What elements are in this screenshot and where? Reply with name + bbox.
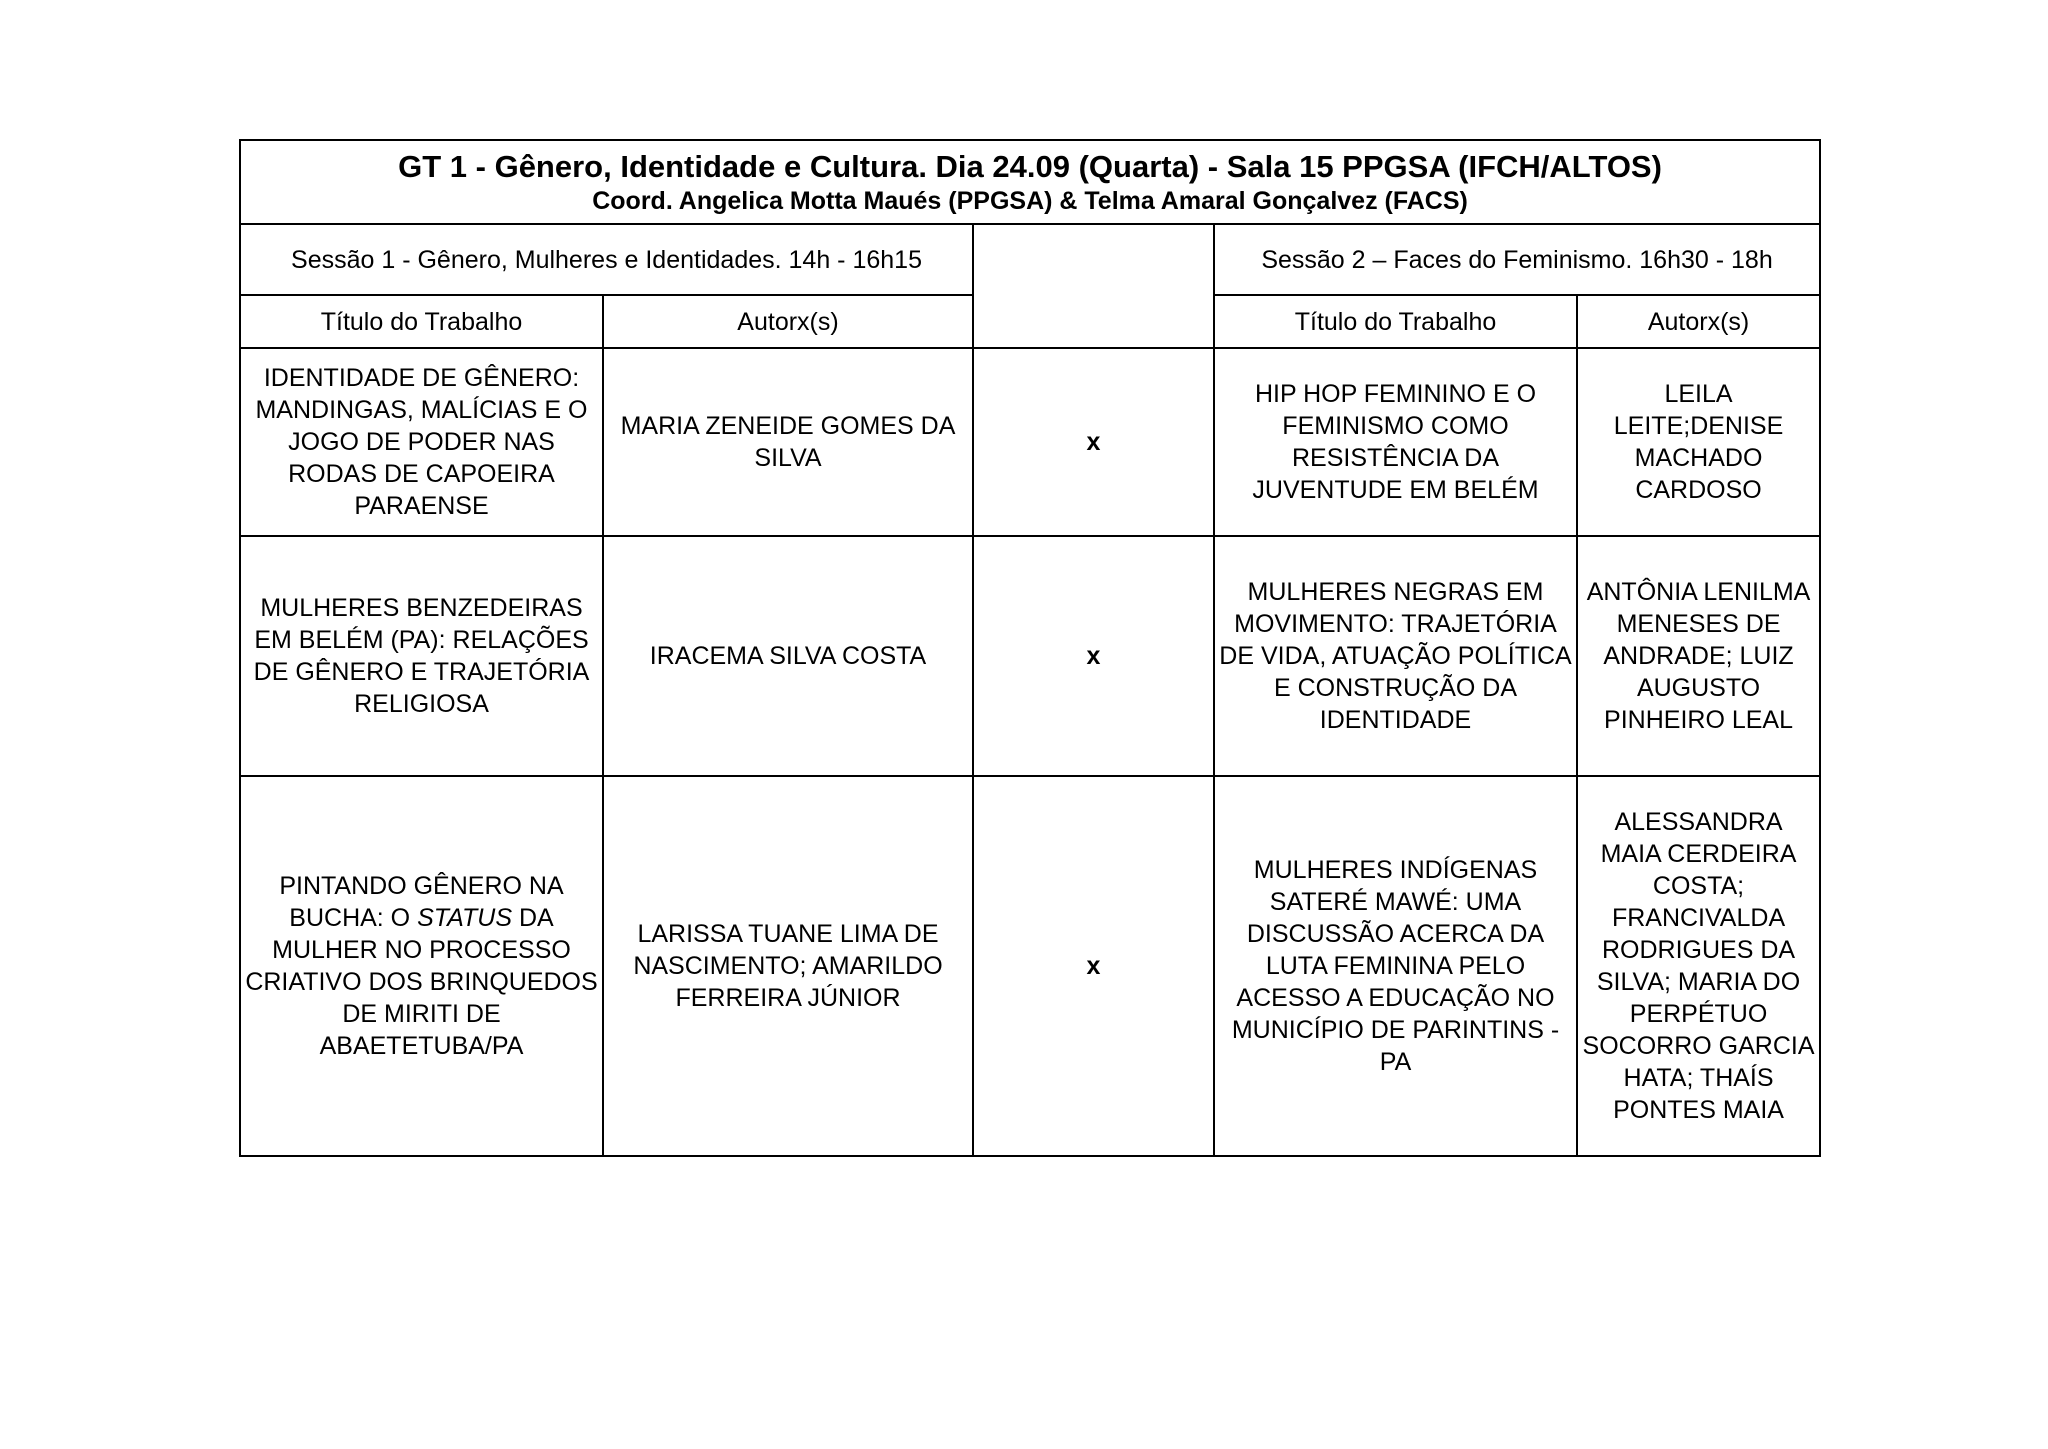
session1-paper-title (240, 776, 603, 1156)
session2-paper-authors: LEILA LEITE;DENISE MACHADO CARDOSO (1577, 348, 1820, 536)
spacer-cell (973, 224, 1214, 348)
session2-paper-title: MULHERES INDÍGENAS SATERÉ MAWÉ: UMA DISCUSSÃO ACERCA DA LUTA FEMININA PELO ACESSO A EDUCAÇÃO NO MUNICÍPIO DE PARINTINS - PA (1214, 776, 1577, 1156)
table-row (240, 536, 1820, 776)
session2-paper-authors: ANTÔNIA LENILMA MENESES DE ANDRADE; LUIZ AUGUSTO PINHEIRO LEAL (1577, 536, 1820, 776)
session1-paper-authors: MARIA ZENEIDE GOMES DA SILVA (603, 348, 973, 536)
session2-paper-title: MULHERES NEGRAS EM MOVIMENTO: TRAJETÓRIA DE VIDA, ATUAÇÃO POLÍTICA E CONSTRUÇÃO DA IDENTIDADE (1214, 536, 1577, 776)
mark-cell: x (973, 536, 1214, 776)
session-row (240, 224, 1820, 295)
session1-authors-header: Autorx(s) (603, 295, 973, 348)
title-part-after: DA MULHER NO PROCESSO CRIATIVO DOS BRINQUEDOS DE MIRITI DE ABAETETUBA/PA (245, 904, 598, 1060)
mark-cell: x (973, 348, 1214, 536)
title-part-italic: STATUS (417, 904, 513, 932)
session2-paper-title: HIP HOP FEMININO E O FEMINISMO COMO RESISTÊNCIA DA JUVENTUDE EM BELÉM (1214, 348, 1577, 536)
session2-title-header: Título do Trabalho (1214, 295, 1577, 348)
schedule-table (239, 139, 1821, 1157)
table-row (240, 776, 1820, 1156)
session1-paper-title: IDENTIDADE DE GÊNERO: MANDINGAS, MALÍCIAS E O JOGO DE PODER NAS RODAS DE CAPOEIRA PARAENSE (240, 348, 603, 536)
title-row (240, 140, 1820, 224)
session2-authors-header: Autorx(s) (1577, 295, 1820, 348)
coordinators-line: Coord. Angelica Motta Maués (PPGSA) & Telma Amaral Gonçalvez (FACS) (592, 187, 1468, 215)
session2-label: Sessão 2 – Faces do Feminismo. 16h30 - 18h (1214, 224, 1820, 295)
title-cell (240, 140, 1820, 224)
page-title: GT 1 - Gênero, Identidade e Cultura. Dia 24.09 (Quarta) - Sala 15 PPGSA (IFCH/ALTOS) (398, 149, 1662, 184)
session1-paper-authors: IRACEMA SILVA COSTA (603, 536, 973, 776)
session2-paper-authors: ALESSANDRA MAIA CERDEIRA COSTA; FRANCIVALDA RODRIGUES DA SILVA; MARIA DO PERPÉTUO SOCORRO GARCIA HATA; THAÍS PONTES MAIA (1577, 776, 1820, 1156)
session1-title-header: Título do Trabalho (240, 295, 603, 348)
title-part-before: PINTANDO GÊNERO NA BUCHA: O (279, 872, 564, 932)
table-row (240, 348, 1820, 536)
mark-cell: x (973, 776, 1214, 1156)
session1-paper-title: MULHERES BENZEDEIRAS EM BELÉM (PA): RELAÇÕES DE GÊNERO E TRAJETÓRIA RELIGIOSA (240, 536, 603, 776)
session1-label: Sessão 1 - Gênero, Mulheres e Identidades. 14h - 16h15 (240, 224, 973, 295)
session1-paper-authors: LARISSA TUANE LIMA DE NASCIMENTO; AMARILDO FERREIRA JÚNIOR (603, 776, 973, 1156)
